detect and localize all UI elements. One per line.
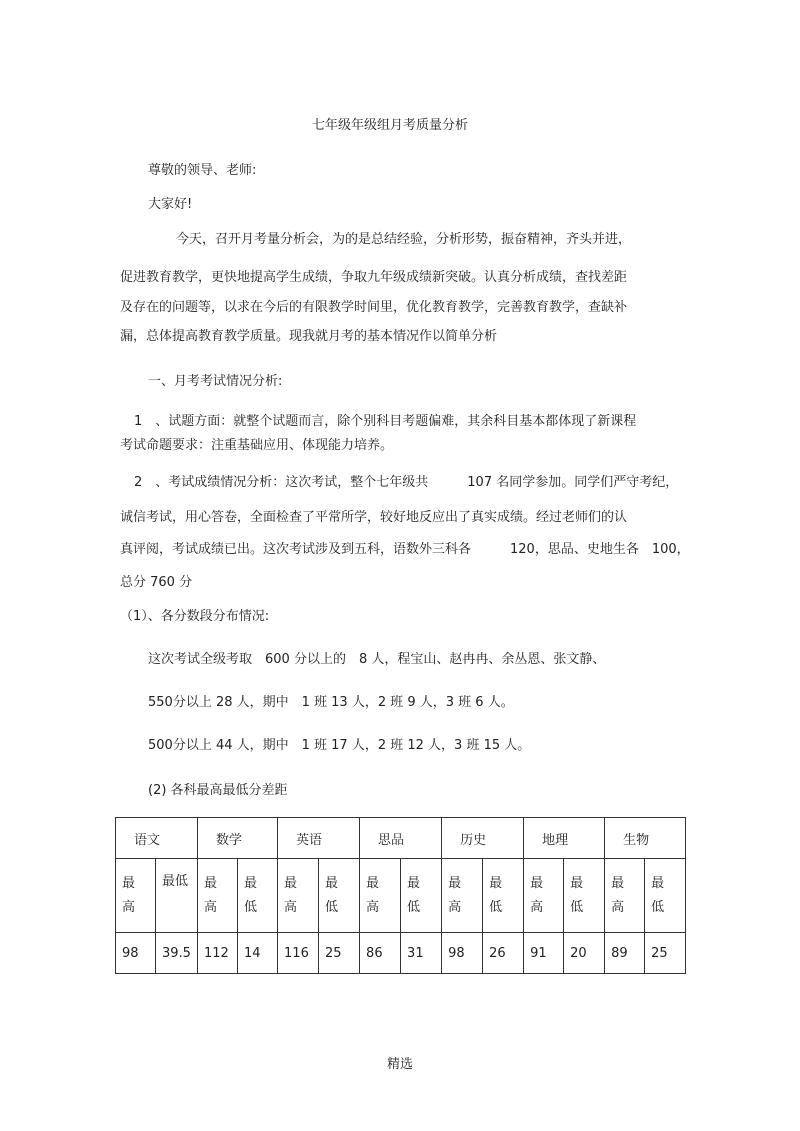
subject-header-cell: 语文 (116, 818, 198, 859)
subject-header-cell: 思品 (360, 818, 442, 859)
section-heading: 一、月考考试情况分析: (148, 374, 283, 389)
label-low: 最 低 (319, 859, 360, 933)
label-low: 最 低 (238, 859, 278, 933)
intro-line: 漏，总体提高教育教学质量。现我就月考的基本情况作以简单分析 (120, 329, 498, 344)
greeting: 尊敬的领导、老师: (148, 163, 257, 178)
subject-header-cell: 英语 (278, 818, 360, 859)
item2-line: 总分 760 分 (120, 575, 193, 590)
label-high: 最 高 (442, 859, 483, 933)
score-cell: 31 (401, 933, 442, 974)
label-high: 最 高 (524, 859, 564, 933)
score-cell: 25 (645, 933, 686, 974)
item2-line: 诚信考试，用心答卷，全面检查了平常所学，较好地反应出了真实成绩。经过老师们的认 (120, 510, 628, 525)
score-cell: 91 (524, 933, 564, 974)
subject-header-cell: 数学 (198, 818, 278, 859)
intro-line: 及存在的问题等，以求在今后的有限教学时间里，优化教育教学，完善教育教学，查缺补 (120, 300, 628, 315)
label-high: 最 高 (198, 859, 238, 933)
label-low: 最 低 (564, 859, 605, 933)
score-cell: 98 (116, 933, 156, 974)
item2-line: 2 、考试成绩情况分析：这次考试，整个七年级共 107 名同学参加。同学们严守考纪， (134, 475, 679, 490)
item1-line: 1 、试题方面：就整个试题而言，除个别科目考题偏难，其余科目基本都体现了新课程 (134, 414, 637, 429)
page-title: 七年级年级组月考质量分析 (312, 118, 469, 133)
score-cell: 86 (360, 933, 401, 974)
score-cell: 14 (238, 933, 278, 974)
intro-line: 今天，召开月考量分析会，为的是总结经验，分析形势，振奋精神，齐头并进， (176, 232, 632, 247)
score-cell: 89 (605, 933, 645, 974)
label-low: 最 低 (401, 859, 442, 933)
score-value-row (116, 933, 686, 974)
distribution-line: 550分以上 28 人，期中 1 班 13 人，2 班 9 人，3 班 6 人。 (148, 695, 514, 710)
subheading-score-gap: (2) 各科最高最低分差距 (148, 783, 288, 798)
label-low: 最低 (156, 859, 198, 933)
score-cell: 112 (198, 933, 238, 974)
label-high: 最 高 (360, 859, 401, 933)
score-table (115, 817, 686, 974)
page-footer: 精选 (386, 1057, 413, 1072)
score-cell: 39.5 (156, 933, 198, 974)
item2-line: 真评阅，考试成绩已出。这次考试涉及到五科，语数外三科各 120，思品、史地生各 100， (120, 542, 690, 557)
label-high: 最 高 (605, 859, 645, 933)
hello: 大家好! (148, 197, 193, 212)
label-low: 最 低 (645, 859, 686, 933)
distribution-line: 这次考试全级考取 600 分以上的 8 人，程宝山、赵冉冉、余丛恩、张文静、 (148, 652, 606, 667)
score-cell: 25 (319, 933, 360, 974)
score-cell: 98 (442, 933, 483, 974)
label-high: 最 高 (116, 859, 156, 933)
score-cell: 20 (564, 933, 605, 974)
high-low-label-row (116, 859, 686, 933)
subject-header-cell: 地理 (524, 818, 605, 859)
subject-header-cell: 历史 (442, 818, 524, 859)
subject-header-row (116, 818, 686, 859)
subject-header-cell: 生物 (605, 818, 686, 859)
score-cell: 116 (278, 933, 319, 974)
label-low: 最 低 (483, 859, 524, 933)
item1-line: 考试命题要求：注重基础应用、体现能力培养。 (120, 438, 394, 453)
subheading-distribution: （1）、各分数段分布情况: (120, 609, 270, 624)
label-high: 最 高 (278, 859, 319, 933)
score-cell: 26 (483, 933, 524, 974)
distribution-line: 500分以上 44 人，期中 1 班 17 人，2 班 12 人，3 班 15 人。 (148, 738, 531, 753)
intro-line: 促进教育教学，更快地提高学生成绩，争取九年级成绩新突破。认真分析成绩，查找差距 (120, 270, 628, 285)
